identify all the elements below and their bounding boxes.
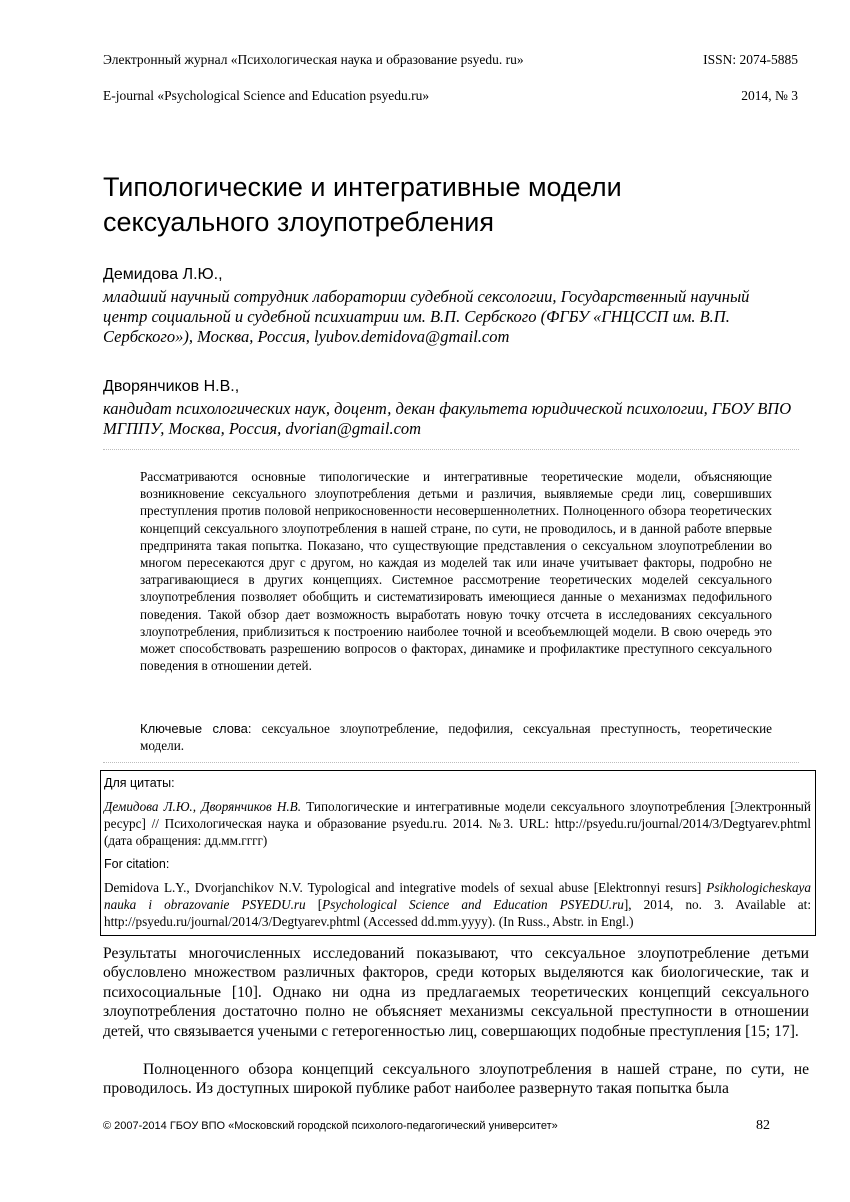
keywords-label: Ключевые слова: (140, 721, 252, 736)
running-header-en (103, 88, 798, 104)
citation-heading-ru: Для цитаты: (104, 776, 175, 790)
journal-name-ru: Электронный журнал «Психологическая наука и образование psyedu. ru» (103, 52, 524, 67)
author-block-2 (103, 377, 793, 439)
citation-journal-en: Psychological Science and Education PSYEDU.ru (322, 896, 624, 912)
author-name: Дворянчиков Н.В., (103, 378, 240, 395)
citation-text-ru: Типологические и интегративные модели сексуального злоупотребления [Электронный ресурс] // Психологическая наука и образование psyedu.ru. 2014. №3. URL: http://psyedu.ru/journal/2014/3/Degtyarev.phtml (дата обращения: дд.мм.гггг) (104, 799, 811, 849)
citation-ru (104, 798, 811, 850)
citation-text-en: Demidova L.Y., Dvorjanchikov N.V. Typological and integrative models of sexual abuse [Elektronnyi resurs] (104, 879, 707, 895)
article-title: Типологические и интегративные модели сексуального злоупотребления (103, 172, 622, 237)
body-paragraph-2: Полноценного обзора концепций сексуального злоупотребления в нашей стране, по сути, не проводилось. Из доступных широкой публике работ наиболее развернуто такая попытка была (103, 1061, 809, 1098)
issn: ISSN: 2074-5885 (703, 52, 798, 67)
author-block-1 (103, 265, 793, 347)
author-name: Демидова Л.Ю., (103, 266, 223, 283)
keywords (140, 720, 772, 754)
author-affiliation: младший научный сотрудник лаборатории судебной сексологии, Государственный научный центр социальной и судебной психиатрии им. В.П. Сербского (ФГБУ «ГНЦССП им. В.П. Сербского»), Москва, Россия, lyubov.demidova@gmail.com (103, 287, 750, 346)
page-footer (103, 1118, 770, 1134)
divider (103, 449, 799, 450)
citation-en (104, 879, 811, 931)
citation-authors-ru: Демидова Л.Ю., Дворянчиков Н.В. (104, 799, 302, 814)
page-number: 82 (756, 1118, 770, 1133)
author-affiliation: кандидат психологических наук, доцент, декан факультета юридической психологии, ГБОУ ВПО МГППУ, Москва, Россия, dvorian@gmail.com (103, 399, 792, 438)
citation-heading-en: For citation: (104, 856, 170, 871)
keywords-text: сексуальное злоупотребление, педофилия, сексуальная преступность, теоретические модели. (140, 721, 773, 754)
issue-number: 2014, № 3 (741, 88, 798, 103)
divider (103, 762, 799, 763)
citation-text-en: ], 2014, no. 3. Available at: http://psyedu.ru/journal/2014/3/Degtyarev.phtml (Accessed dd.mm.yyyy). (In Russ., Abstr. in Engl.) (104, 896, 811, 930)
journal-name-en: E-journal «Psychological Science and Education psyedu.ru» (103, 88, 430, 103)
copyright: © 2007-2014 ГБОУ ВПО «Московский городской психолого-педагогический университет» (103, 1120, 558, 1132)
abstract: Рассматриваются основные типологические и интегративные теоретические модели, объясняющие возникновение сексуального злоупотребления детьми и различия, выявляемые среди лиц, совершивших преступления против половой неприкосновенности несовершеннолетних. Полноценного обзора теоретических концепций сексуального злоупотребления в нашей стране, по сути, не проводилось, и в данной работе впервые предпринята такая попытка. Показано, что существующие представления о сексуальном злоупотреблении во многом пересекаются друг с другом, но каждая из моделей так или иначе учитывает факторы, подробно не затрагивающиеся в других концепциях. Системное рассмотрение теоретических моделей сексуального злоупотребления позволяет обобщить и систематизировать имеющиеся данные о механизмах педофильного поведения. Такой обзор дает возможность выработать новую точку отсчета в исследованиях сексуального злоупотребления, приблизиться к построению наиболее точной и всеобъемлющей модели. В свою очередь это может способствовать разрешению вопросов о факторах, динамике и профилактике преступного сексуального поведения в отношении детей. (140, 469, 772, 674)
citation-journal-translit: Psikhologicheskaya nauka i obrazovanie PSYEDU.ru (104, 879, 811, 912)
running-header-ru (103, 52, 798, 68)
citation-box (100, 770, 816, 936)
citation-text-en: [ (305, 896, 323, 912)
body-paragraph-1: Результаты многочисленных исследований показывают, что сексуальное злоупотребление детьми обусловлено множеством различных факторов, среди которых выделяются как биологические, так и психосоциальные [10]. Однако ни одна из предлагаемых теоретических концепций сексуального злоупотребления достаточно полно не объясняет механизмы сексуальной преступности в отношении детей, что связывается учеными с гетерогенностью лиц, совершающих подобные преступления [15; 17]. (103, 945, 809, 1040)
